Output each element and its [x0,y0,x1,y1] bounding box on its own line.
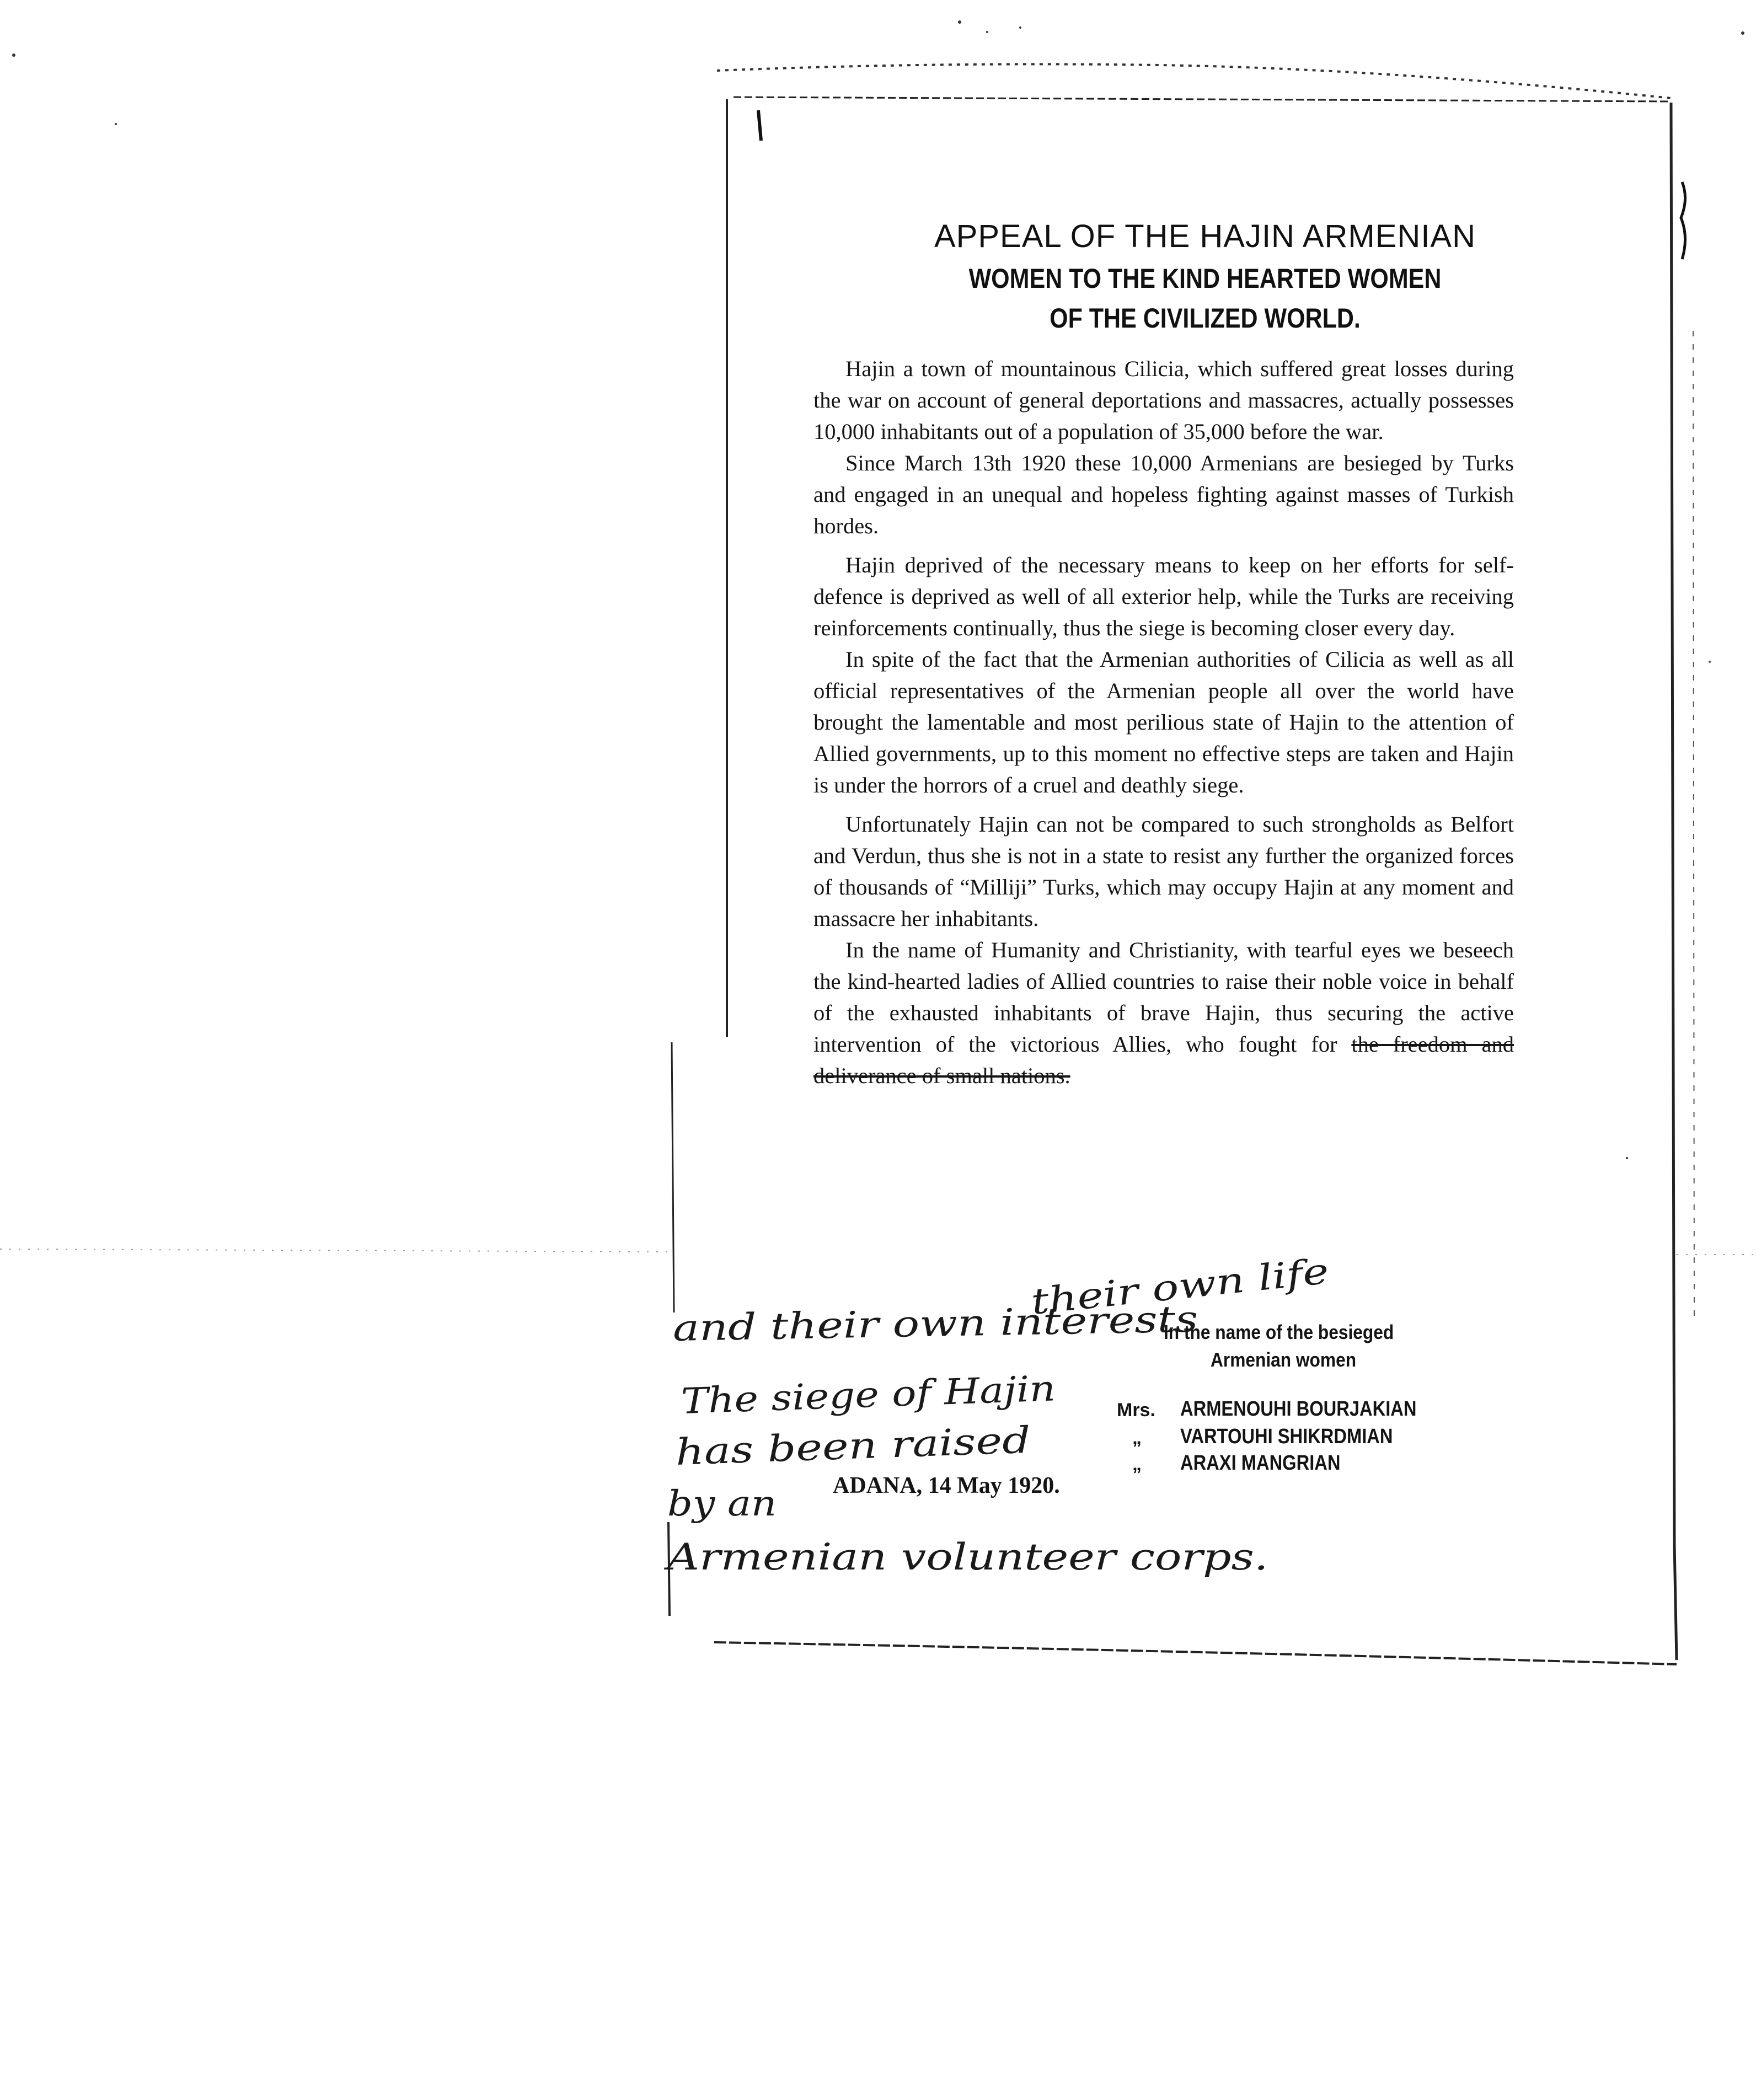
handwritten-note: by an [667,1483,777,1524]
signer-prefix: Mrs. [1117,1400,1155,1421]
title-line-2: WOMEN TO THE KIND HEARTED WOMEN [968,263,1442,294]
appeal-body [813,353,1514,1091]
place-date: ADANA, 14 May 1920. [833,1473,1060,1498]
paragraph-1: Hajin a town of mountainous Cilicia, which suffered great losses during the war on account of general deportations and massacres, actually possesses 10,000 inhabitants out of a population of 35,000 before the war. [813,356,1514,444]
signature-heading-line-1: In the name of the besieged [1164,1321,1394,1343]
paragraph-6-text: In the name of Humanity and Christianity, with tearful eyes we beseech the kind-hearted ladies of Allied countries to raise their noble voice in behalf of the exhausted inhabitants of brave Hajin, thus securing the active intervention of the victorious Allies, who fought for [813,938,1514,1057]
paragraph-2: Since March 13th 1920 these 10,000 Armenians are besieged by Turks and engaged in an unequal and hopeless fighting against masses of Turkish hordes. [813,451,1514,538]
title-line-1: APPEAL OF THE HAJIN ARMENIAN [934,218,1476,254]
signer-prefix: „ [1132,1454,1142,1475]
handwritten-note: Armenian volunteer corps. [667,1536,1268,1578]
paragraph-5: Unfortunately Hajin can not be compared to such strongholds as Belfort and Verdun, thus she is not in a state to resist any further the organized forces of thousands of “Milliji” Turks, which may occupy Hajin at any moment and massacre her inhabitants. [813,812,1514,931]
paragraph-6 [813,934,1514,1091]
handwritten-note: and their own interests [672,1298,1198,1349]
signature-heading-line-2: Armenian women [1211,1348,1357,1371]
handwritten-note: their own life [1029,1251,1331,1323]
title-line-3: OF THE CIVILIZED WORLD. [1050,303,1361,334]
signer-name: ARAXI MANGRIAN [1180,1451,1341,1475]
signer-name: VARTOUHI SHIKRDMIAN [1180,1425,1393,1448]
paragraph-4: In spite of the fact that the Armenian authorities of Cilicia as well as all official representatives of the Armenian people all over the world have brought the lamentable and most perilious state of Hajin to the attention of Allied governments, up to this moment no effective steps are taken and Hajin is under the horrors of a cruel and deathly siege. [813,647,1514,797]
struck-through-text: the freedom and deliverance of small nations. [813,1032,1514,1088]
signer-prefix: „ [1132,1427,1142,1448]
handwritten-note: has been raised [674,1418,1031,1474]
handwritten-note: The siege of Hajin [680,1368,1057,1422]
paper-top-edge [717,64,1671,98]
paragraph-3: Hajin deprived of the necessary means to keep on her efforts for self-defence is deprived as well of all exterior help, while the Turks are receiving reinforcements continually, thus the siege is becoming closer every day. [813,553,1514,640]
signer-name: ARMENOUHI BOURJAKIAN [1180,1397,1417,1421]
